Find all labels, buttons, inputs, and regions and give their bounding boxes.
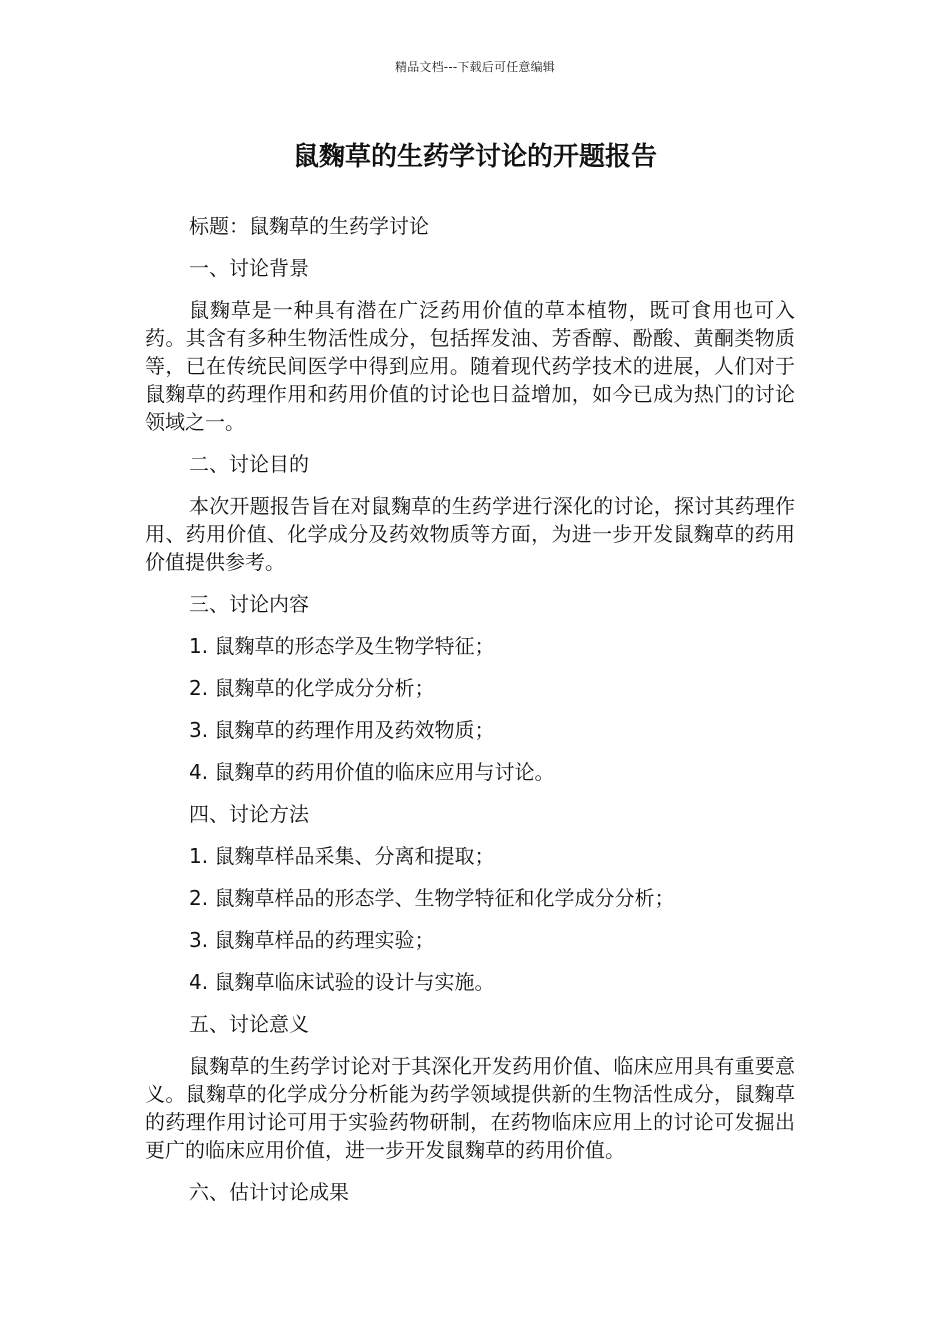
subtitle-line: 标题：鼠麴草的生药学讨论: [189, 214, 429, 238]
list-item: 1. 鼠麴草的形态学及生物学特征；: [189, 634, 495, 658]
paragraph-significance: 鼠麴草的生药学讨论对于其深化开发药用价值、临床应用具有重要意义。鼠麴草的化学成分分析能为药学领域提供新的生物活性成分，鼠麴草的药理作用讨论可用于实验药物研制，在药物临床应用上的讨论可发掘出更广的临床应用价值，进一步开发鼠麴草的药用价值。: [145, 1054, 795, 1162]
section-heading-content: 三、讨论内容: [189, 592, 309, 616]
list-item: 3. 鼠麴草样品的药理实验；: [189, 928, 435, 952]
list-item: 4. 鼠麴草临床试验的设计与实施。: [189, 970, 495, 994]
paragraph-purpose: 本次开题报告旨在对鼠麴草的生药学进行深化的讨论，探讨其药理作用、药用价值、化学成分及药效物质等方面，为进一步开发鼠麴草的药用价值提供参考。: [145, 494, 795, 574]
document-title: 鼠麴草的生药学讨论的开题报告: [292, 142, 657, 172]
section-heading-purpose: 二、讨论目的: [189, 452, 309, 476]
section-heading-significance: 五、讨论意义: [189, 1012, 309, 1036]
section-heading-expected-results: 六、估计讨论成果: [189, 1180, 349, 1204]
document-body: [145, 212, 795, 1220]
section-heading-methods: 四、讨论方法: [189, 802, 309, 826]
header-note: 精品文档---下载后可任意编辑: [395, 60, 555, 74]
list-item: 1. 鼠麴草样品采集、分离和提取；: [189, 844, 495, 868]
list-item: 2. 鼠麴草样品的形态学、生物学特征和化学成分分析；: [189, 886, 675, 910]
list-item: 2. 鼠麴草的化学成分分析；: [189, 676, 435, 700]
paragraph-background: 鼠麴草是一种具有潜在广泛药用价值的草本植物，既可食用也可入药。其含有多种生物活性成分，包括挥发油、芳香醇、酚酸、黄酮类物质等，已在传统民间医学中得到应用。随着现代药学技术的进展，人们对于鼠麴草的药理作用和药用价值的讨论也日益增加，如今已成为热门的讨论领域之一。: [145, 298, 795, 434]
list-item: 4. 鼠麴草的药用价值的临床应用与讨论。: [189, 760, 555, 784]
list-item: 3. 鼠麴草的药理作用及药效物质；: [189, 718, 495, 742]
section-heading-background: 一、讨论背景: [189, 256, 309, 280]
